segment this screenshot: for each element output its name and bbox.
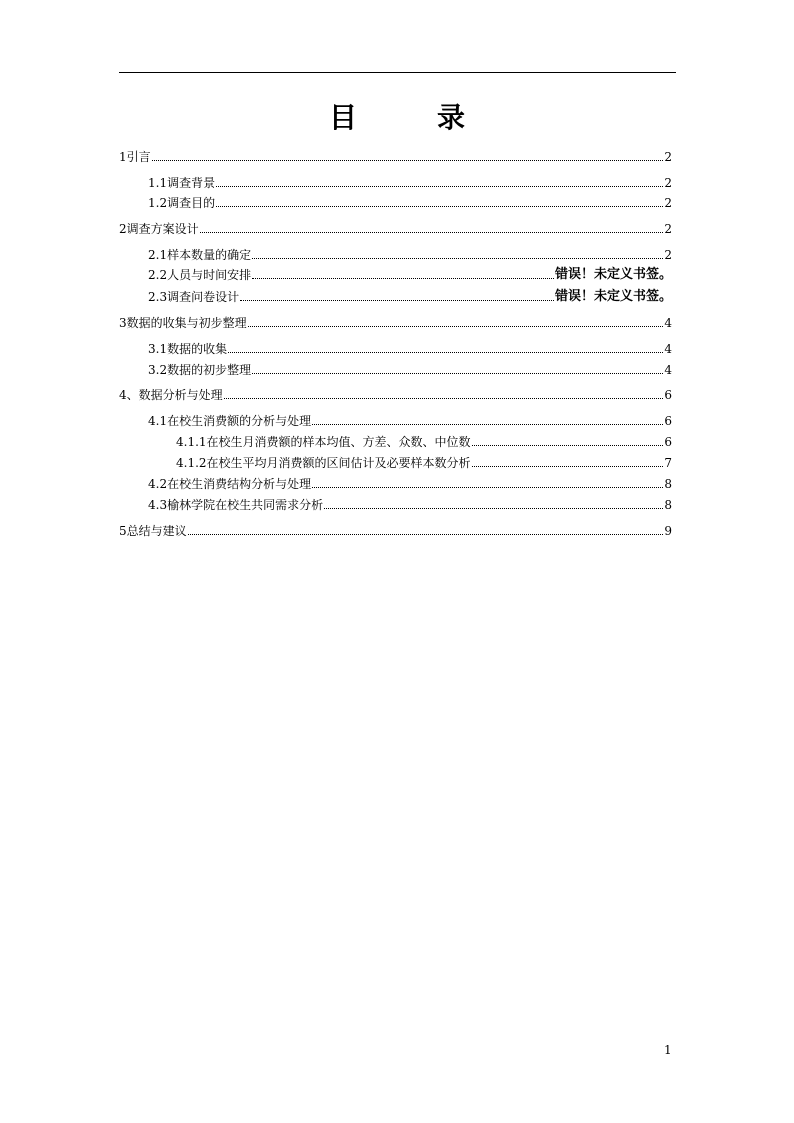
- toc-entry-label: 样本数量的确定: [167, 248, 252, 262]
- toc-entry-label: 调查背景: [167, 176, 216, 190]
- dot-leader: [252, 373, 663, 374]
- toc-entry[interactable]: [119, 216, 672, 236]
- toc-entry-number: 4、: [119, 388, 139, 402]
- toc-entry[interactable]: [148, 170, 672, 190]
- dot-leader: [240, 300, 554, 301]
- toc-entry-label: 在校生月消费额的样本均值、方差、众数、中位数: [206, 435, 471, 449]
- toc-entry[interactable]: [176, 450, 672, 470]
- toc-entry-label: 在校生消费额的分析与处理: [167, 414, 312, 428]
- header-rule: [119, 72, 676, 73]
- toc-entry-page: 2: [664, 150, 672, 164]
- toc-entry-label: 总结与建议: [126, 524, 187, 538]
- toc-entry-number: 2.2: [148, 268, 168, 282]
- dot-leader: [216, 186, 663, 187]
- toc-entry-label: 在校生消费结构分析与处理: [167, 477, 312, 491]
- toc-entry-number: 3: [119, 316, 127, 330]
- toc-entry-page: 4: [664, 342, 672, 356]
- toc-entry[interactable]: [119, 310, 672, 330]
- toc-entry-number: 1: [119, 150, 127, 164]
- dot-leader: [472, 466, 664, 467]
- dot-leader: [248, 326, 664, 327]
- dot-leader: [152, 160, 664, 161]
- toc-entry-number: 2: [119, 222, 127, 236]
- toc-entry-page: 6: [664, 435, 672, 449]
- toc-entry[interactable]: [119, 144, 672, 164]
- toc-entry-label: 调查目的: [167, 196, 216, 210]
- toc-entry-number: 1.2: [148, 196, 168, 210]
- toc-entry[interactable]: [148, 357, 672, 377]
- toc-entry-label: 数据的初步整理: [167, 363, 252, 377]
- toc-entry[interactable]: [148, 242, 672, 262]
- toc-entry-label: 数据的收集与初步整理: [126, 316, 247, 330]
- toc-entry-number: 4.1: [148, 414, 168, 428]
- dot-leader: [216, 206, 663, 207]
- toc-entry-label: 数据的收集: [167, 342, 228, 356]
- toc-entry-page: 2: [664, 222, 672, 236]
- toc-entry[interactable]: [148, 408, 672, 428]
- toc-entry[interactable]: [148, 284, 672, 304]
- dot-leader: [224, 398, 664, 399]
- toc-entry-number: 4.3: [148, 498, 168, 512]
- toc-entry-page-error: 错误！未定义书签。: [554, 267, 672, 282]
- dot-leader: [200, 232, 664, 233]
- toc-entry-label: 引言: [126, 150, 151, 164]
- toc-entry-page: 4: [664, 363, 672, 377]
- toc-entry-number: 4.1.2: [176, 456, 207, 470]
- dot-leader: [312, 487, 663, 488]
- toc-entry-page: 9: [664, 524, 672, 538]
- toc-entry-number: 2.1: [148, 248, 168, 262]
- toc-entry-number: 4.1.1: [176, 435, 207, 449]
- toc-entry-number: 3.2: [148, 363, 168, 377]
- toc-entry-number: 2.3: [148, 290, 168, 304]
- toc-entry-label: 数据分析与处理: [138, 388, 223, 402]
- toc-entry[interactable]: [148, 471, 672, 491]
- toc-entry-page-error: 错误！未定义书签。: [554, 289, 672, 304]
- toc-entry-label: 在校生平均月消费额的区间估计及必要样本数分析: [206, 456, 471, 470]
- toc-entry-label: 调查问卷设计: [167, 290, 240, 304]
- toc-entry-number: 3.1: [148, 342, 168, 356]
- dot-leader: [472, 445, 664, 446]
- toc-entry-page: 6: [664, 388, 672, 402]
- toc-entry-label: 榆林学院在校生共同需求分析: [167, 498, 324, 512]
- toc-entry[interactable]: [119, 382, 672, 402]
- dot-leader: [252, 258, 663, 259]
- toc-entry-page: 6: [664, 414, 672, 428]
- toc-entry[interactable]: [148, 336, 672, 356]
- dot-leader: [324, 508, 663, 509]
- toc-entry-page: 8: [664, 498, 672, 512]
- footer-page-number: 1: [664, 1043, 672, 1057]
- toc-entry[interactable]: [119, 518, 672, 538]
- dot-leader: [188, 534, 664, 535]
- toc-entry[interactable]: [148, 492, 672, 512]
- toc-entry-number: 1.1: [148, 176, 168, 190]
- dot-leader: [252, 278, 554, 279]
- toc-entry-page: 2: [664, 248, 672, 262]
- page-title: 目 录: [328, 101, 491, 134]
- dot-leader: [228, 352, 663, 353]
- toc-entry-page: 2: [664, 196, 672, 210]
- toc-entry-label: 调查方案设计: [126, 222, 199, 236]
- toc-entry[interactable]: [148, 262, 672, 282]
- toc-entry[interactable]: [148, 190, 672, 210]
- toc-entry-page: 7: [664, 456, 672, 470]
- toc-entry-page: 8: [664, 477, 672, 491]
- toc-entry-number: 5: [119, 524, 127, 538]
- toc-entry[interactable]: [176, 429, 672, 449]
- toc-entry-label: 人员与时间安排: [167, 268, 252, 282]
- dot-leader: [312, 424, 663, 425]
- toc-entry-page: 2: [664, 176, 672, 190]
- toc-entry-page: 4: [664, 316, 672, 330]
- toc-entry-number: 4.2: [148, 477, 168, 491]
